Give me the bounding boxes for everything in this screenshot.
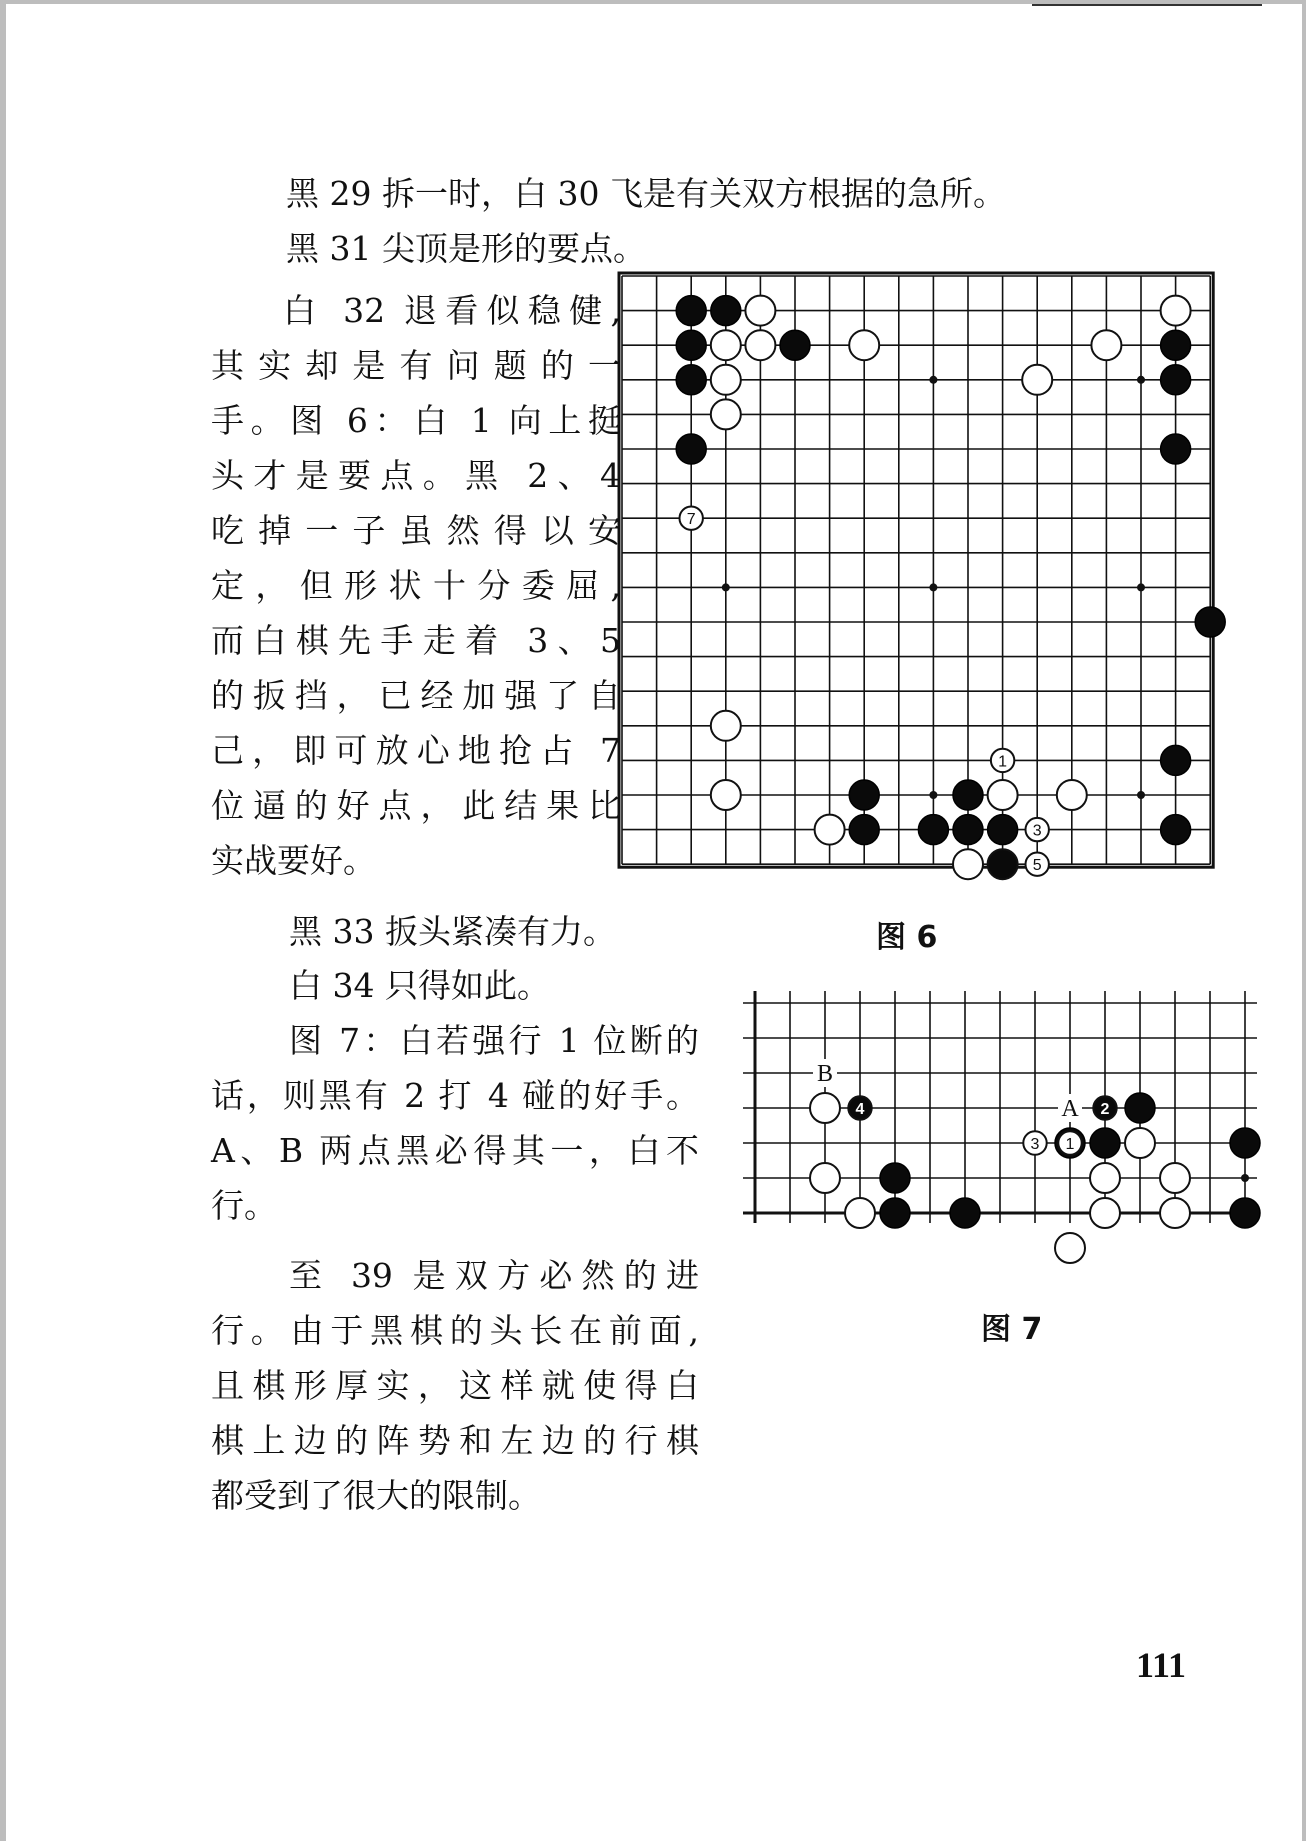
star-point (1137, 583, 1145, 591)
figure-6-caption: 图 6 (876, 920, 938, 955)
scan-edge-marks (1032, 4, 1262, 14)
black-stone (1090, 1128, 1120, 1158)
paragraph-6-line: A、B 两点黑必得其一，白不 (211, 1131, 699, 1170)
paragraph-3-line: 实战要好。 (211, 841, 376, 880)
star-point (929, 583, 937, 591)
stone-number-label: 1 (998, 753, 1008, 771)
black-stone (780, 330, 810, 360)
black-stone (1125, 1093, 1155, 1123)
star-point (1137, 791, 1145, 799)
board-frame (619, 273, 1213, 867)
white-stone (711, 365, 741, 395)
star-point (929, 791, 937, 799)
black-stone (1161, 365, 1191, 395)
paragraph-3-line: 位逼的好点，此结果比 (211, 786, 621, 825)
stone-number-label: 7 (686, 511, 696, 529)
white-stone (1055, 1233, 1085, 1263)
white-stone-numbered (810, 1093, 840, 1123)
paragraph-6-line: 图 7：白若强行 1 位断的 (289, 1021, 699, 1060)
paragraph-6-line: 话，则黑有 2 打 4 碰的好手。 (211, 1076, 699, 1115)
white-stone (745, 330, 775, 360)
black-stone (676, 365, 706, 395)
black-stone (676, 296, 706, 326)
black-stone (676, 434, 706, 464)
black-stone (950, 1198, 980, 1228)
paragraph-2: 黑 31 尖顶是形的要点。 (286, 229, 646, 268)
stone-number-label: 1 (1065, 1136, 1075, 1153)
black-stone (849, 780, 879, 810)
white-stone (711, 330, 741, 360)
black-stone (953, 780, 983, 810)
paragraph-1: 黑 29 拆一时，白 30 飞是有关双方根据的急所。 (286, 174, 1006, 213)
black-stone (1161, 815, 1191, 845)
paragraph-3-line: 头才是要点。黑 2、4 (211, 456, 621, 495)
figure-7-caption: 图 7 (981, 1312, 1043, 1347)
black-stone (880, 1198, 910, 1228)
star-point (1241, 1174, 1249, 1182)
black-stone (988, 815, 1018, 845)
go-diagram-fig7 (748, 992, 1278, 1257)
stone-number-label: 2 (1100, 1101, 1110, 1118)
paragraph-3-line: 的扳挡，已经加强了自 (211, 676, 621, 715)
white-stone (815, 815, 845, 845)
paragraph-7-line: 至 39 是双方必然的进 (289, 1256, 699, 1295)
paragraph-3-line: 己，即可放心地抢占 7 (211, 731, 621, 770)
black-stone (1230, 1128, 1260, 1158)
black-stone (849, 815, 879, 845)
white-stone (1090, 1163, 1120, 1193)
white-stone (745, 296, 775, 326)
black-stone (1230, 1198, 1260, 1228)
paragraph-6-line: 行。 (211, 1186, 277, 1225)
black-stone (1161, 330, 1191, 360)
paragraph-7-line: 棋上边的阵势和左边的行棋 (211, 1421, 699, 1460)
paragraph-7-line: 且棋形厚实，这样就使得白 (211, 1366, 699, 1405)
star-point (1137, 376, 1145, 384)
white-stone (845, 1198, 875, 1228)
page-number: 111 (1136, 1645, 1187, 1685)
paragraph-3-line: 而白棋先手走着 3、5 (211, 621, 621, 660)
stone-number-label: 3 (1030, 1136, 1040, 1153)
white-stone (1160, 1198, 1190, 1228)
paragraph-3-line: 吃掉一子虽然得以安 (211, 511, 621, 550)
white-stone (1057, 780, 1087, 810)
stone-number-label: 3 (1032, 822, 1042, 840)
white-stone (711, 711, 741, 741)
black-stone-numbered (988, 849, 1018, 879)
paragraph-7-line: 都受到了很大的限制。 (211, 1476, 541, 1515)
paragraph-3-line: 其实却是有问题的一 (211, 346, 621, 385)
paragraph-4: 黑 33 扳头紧凑有力。 (289, 912, 616, 951)
black-stone (711, 296, 741, 326)
point-label: A (1061, 1096, 1079, 1122)
white-stone (988, 780, 1018, 810)
white-stone (810, 1163, 840, 1193)
paragraph-3-line: 定，但形状十分委屈, (211, 566, 621, 605)
point-label: B (816, 1061, 834, 1087)
paragraph-7-line: 行。由于黑棋的头长在前面, (211, 1311, 699, 1350)
white-stone (1090, 1198, 1120, 1228)
black-stone (1161, 745, 1191, 775)
white-stone (711, 399, 741, 429)
white-stone (711, 780, 741, 810)
white-stone (953, 849, 983, 879)
stone-number-label: 5 (1032, 857, 1042, 875)
paragraph-3-line: 白 32 退看似稳健, (283, 291, 621, 330)
black-stone (1161, 434, 1191, 464)
white-stone (849, 330, 879, 360)
black-stone (1195, 607, 1225, 637)
black-stone (880, 1163, 910, 1193)
white-stone (1160, 1163, 1190, 1193)
go-diagram-fig6 (618, 276, 1248, 896)
star-point (722, 583, 730, 591)
stone-number-label: 4 (855, 1101, 865, 1118)
white-stone (1125, 1128, 1155, 1158)
paragraph-3-line: 手。图 6：白 1 向上挺 (211, 401, 621, 440)
black-stone (676, 330, 706, 360)
book-page (6, 4, 1302, 1841)
star-point (929, 376, 937, 384)
black-stone (918, 815, 948, 845)
white-stone (1161, 296, 1191, 326)
white-stone (1091, 330, 1121, 360)
paragraph-5: 白 34 只得如此。 (289, 966, 550, 1005)
white-stone (1022, 365, 1052, 395)
black-stone (953, 815, 983, 845)
